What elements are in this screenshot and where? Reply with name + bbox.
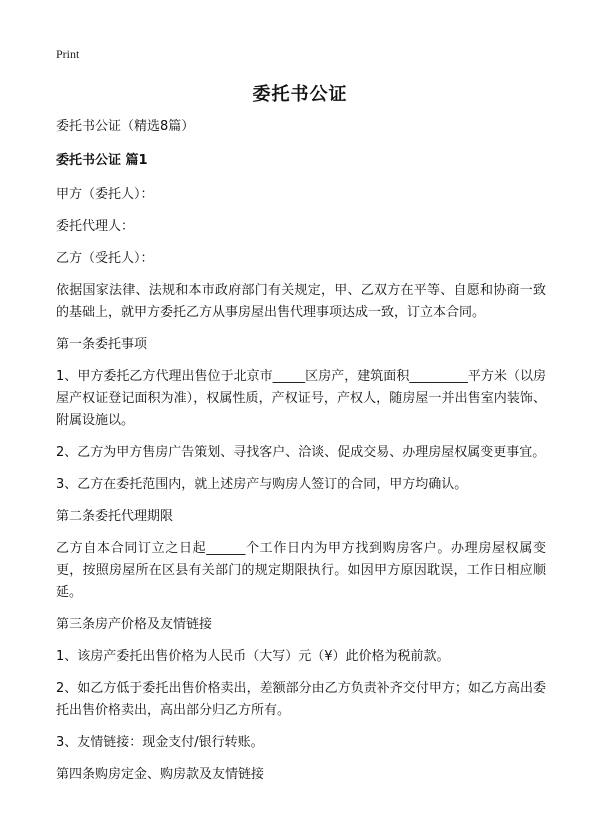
document-title: 委托书公证 bbox=[252, 84, 348, 105]
preamble-paragraph: 依据国家法律、法规和本市政府部门有关规定，甲、乙双方在平等、自愿和协商一致的基础上，就甲方委托乙方从事房屋出售代理事项达成一致，订立本合同。 bbox=[56, 283, 546, 320]
article-1-clause-3: 3、乙方在委托范围内，就上述房产与购房人签订的合同，甲方均确认。 bbox=[56, 477, 468, 492]
party-a-line: 甲方（委托人）： bbox=[56, 187, 154, 202]
article-3-heading: 第三条房产价格及友情链接 bbox=[56, 617, 213, 632]
article-3-clause-3: 3、友情链接：现金支付/银行转账。 bbox=[56, 735, 264, 750]
document-body bbox=[56, 116, 546, 796]
article-4-heading: 第四条购房定金、购房款及友情链接 bbox=[56, 767, 265, 782]
section-title: 委托书公证 篇1 bbox=[56, 153, 148, 168]
article-1-heading: 第一条委托事项 bbox=[56, 337, 148, 352]
party-b-line: 乙方（受托人）： bbox=[56, 251, 154, 266]
article-2-paragraph: 乙方自本合同订立之日起______个工作日内为甲方找到购房客户。办理房屋权属变更，按照房屋所在区县有关部门的规定期限执行。如因甲方原因耽误，工作日相应顺延。 bbox=[56, 541, 546, 600]
document-subtitle: 委托书公证（精选8篇） bbox=[56, 119, 195, 134]
article-3-clause-2: 2、如乙方低于委托出售价格卖出，差额部分由乙方负责补齐交付甲方；如乙方高出委托出售价格卖出，高出部分归乙方所有。 bbox=[56, 681, 546, 718]
article-1-clause-1: 1、甲方委托乙方代理出售位于北京市_____区房产，建筑面积_________平方米（以房屋产权证登记面积为准），权属性质，产权证号，产权人，随房屋一并出售室内装饰、附属设施以。 bbox=[56, 369, 546, 428]
article-1-clause-2: 2、乙方为甲方售房广告策划、寻找客户、洽谈、促成交易、办理房屋权属变更事宜。 bbox=[56, 445, 546, 460]
article-3-clause-1: 1、该房产委托出售价格为人民币（大写）元（¥）此价格为税前款。 bbox=[56, 649, 450, 664]
agent-line: 委托代理人： bbox=[56, 219, 135, 234]
print-link[interactable]: Print bbox=[56, 47, 80, 61]
article-2-heading: 第二条委托代理期限 bbox=[56, 509, 174, 524]
